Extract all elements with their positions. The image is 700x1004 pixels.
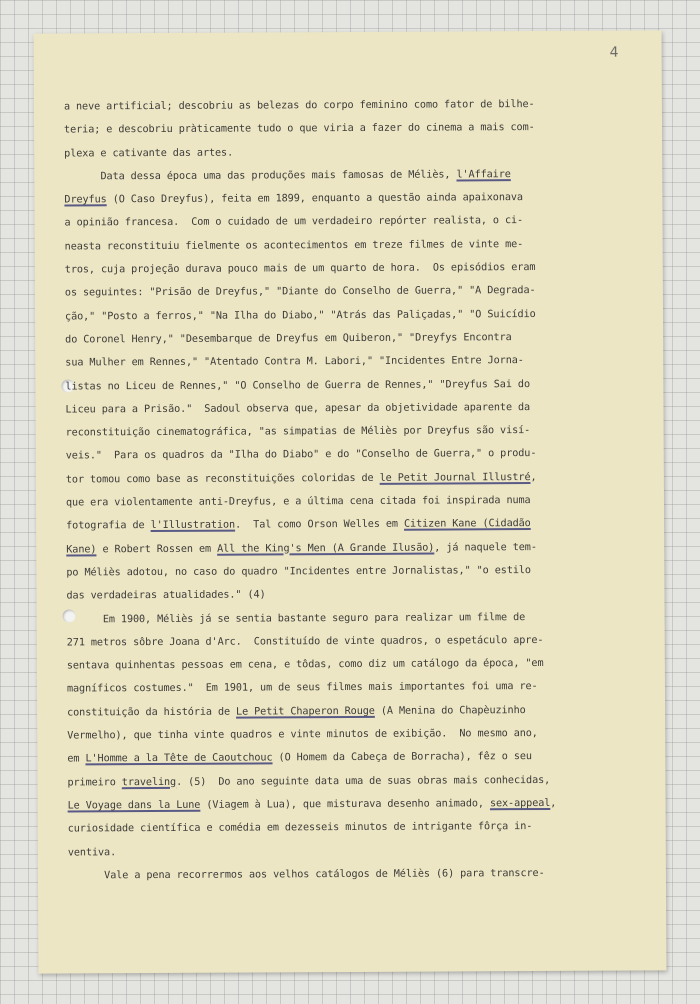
underlined-title: l'Affaire	[456, 169, 511, 181]
text-line	[65, 395, 649, 421]
text-segment: constituição da história de	[67, 706, 237, 719]
text-segment: que era violentamente anti-Dreyfus, e a última cena citada foi inspirada numa	[65, 495, 531, 509]
text-line	[65, 349, 649, 375]
text-line	[64, 92, 648, 118]
text-segment: (Viagem à Lua), que misturava desenho animado,	[200, 798, 490, 811]
underlined-title: traveling	[121, 776, 177, 788]
text-line	[67, 652, 651, 678]
text-segment: teria; e descobriu pràticamente tudo o que viria a fazer do cinema a mais com-	[64, 122, 535, 136]
text-line	[67, 721, 651, 747]
underlined-title: l'Illustration	[150, 519, 236, 532]
underlined-title: Le Petit Chaperon Rouge	[236, 705, 375, 718]
text-segment: (O Homem da Cabeça de Borracha), fêz o seu	[272, 751, 532, 764]
text-line	[65, 302, 649, 328]
text-line	[66, 582, 650, 608]
body-text	[64, 92, 652, 887]
text-segment: em	[67, 753, 86, 765]
text-line	[64, 162, 648, 188]
text-segment: ção," "Posto a ferros," "Na Ilha do Diabo," "Atrás das Paliçadas," "O Suicídio	[64, 308, 536, 323]
text-segment: a opinião francesa. Com o cuidado de um verdadeiro repórter realista, o ci-	[64, 215, 524, 229]
text-segment: , já naquele tem-	[434, 541, 537, 554]
text-line	[66, 488, 650, 514]
text-line	[65, 279, 649, 305]
text-line	[67, 675, 651, 701]
text-line	[68, 791, 652, 817]
text-segment: do Coronel Henry," "Desembarque de Dreyfus em Quiberon," "Dreyfys Encontra	[65, 332, 512, 346]
text-line	[67, 628, 651, 654]
text-segment: plexa e cativante das artes.	[64, 147, 234, 160]
text-segment: reconstituição cinematográfica, "as simpatias de Méliès por Dreyfus são visí-	[65, 425, 531, 439]
text-segment: fotografia de	[66, 520, 151, 532]
text-segment: a neve artificial; descobriu as belezas do corpo feminino como fator de bilhe-	[63, 99, 535, 113]
underlined-title: Dreyfus	[64, 194, 107, 206]
text-line	[67, 605, 651, 631]
text-segment: neasta reconstituiu fielmente os acontecimentos em treze filmes de vinte me-	[64, 238, 524, 253]
underlined-title: L'Homme a la Tête de Caoutchouc	[85, 752, 273, 765]
text-line	[67, 768, 651, 794]
text-line	[67, 698, 651, 724]
text-line	[64, 209, 648, 235]
underlined-title: Le Voyage dans la Lune	[67, 799, 201, 812]
text-segment: e Robert Rossen em	[96, 543, 218, 555]
text-line	[66, 512, 650, 538]
text-line	[68, 861, 652, 887]
text-line	[65, 232, 649, 258]
text-line	[66, 465, 650, 491]
text-segment: . (5) Do ano seguinte data uma de suas obras mais conhecidas,	[176, 774, 551, 788]
text-line	[64, 116, 648, 142]
text-line	[65, 256, 649, 282]
underlined-title: Citizen Kane (Cidadão	[403, 518, 531, 531]
text-line	[68, 838, 652, 864]
underlined-title: Kane)	[66, 543, 97, 556]
text-segment: tros, cuja projeção durava pouco mais de um quarto de hora. Os episódios eram	[64, 262, 536, 276]
text-segment: 271 metros sôbre Joana d'Arc. Constituído de vinte quadros, o espetáculo apre-	[66, 634, 544, 649]
text-line	[65, 372, 649, 398]
text-segment: Em 1900, Méliès já se sentia bastante seguro para realizar um filme de	[66, 611, 526, 626]
text-line	[66, 535, 650, 561]
text-segment: das verdadeiras atualidades." (4)	[66, 589, 266, 602]
text-segment: veis." Para os quadros da "Ilha do Diabo" e do "Conselho de Guerra," o produ-	[65, 448, 537, 462]
text-segment: (O Caso Dreyfus), feita em 1899, enquanto a questão ainda apaixonava	[106, 192, 523, 206]
text-segment: po Méliès adotou, no caso do quadro "Incidentes entre Jornalistas," "o estilo	[66, 564, 531, 579]
text-line	[66, 442, 650, 468]
text-line	[64, 139, 648, 165]
text-segment: sentava quinhentas pessoas em cena, e tôdas, como diz um catálogo da época, "em	[66, 658, 544, 672]
text-segment: . Tal como Orson Welles em	[235, 519, 405, 531]
text-line	[66, 558, 650, 584]
text-segment: ,	[550, 797, 557, 809]
text-segment: primeiro	[67, 776, 122, 789]
text-segment: tor tomou como base as reconstituições coloridas de	[65, 472, 380, 486]
text-segment: sua Mulher em Rennes," "Atentado Contra M. Labori," "Incidentes Entre Jorna-	[65, 355, 524, 369]
underlined-title: sex-appeal	[489, 797, 551, 810]
text-segment: magníficos costumes." Em 1901, um de seus filmes mais importantes foi uma re-	[66, 681, 538, 695]
text-segment: Vermelho), que tinha vinte quadros e vinte minutos de exibição. No mesmo ano,	[67, 728, 538, 742]
text-line	[67, 745, 651, 771]
text-segment: Data dessa época uma das produções mais famosas de Méliès,	[64, 169, 457, 183]
text-segment: Vale a pena recorrermos aos velhos catálogos de Méliès (6) para transcre-	[67, 867, 545, 882]
typewritten-page	[34, 30, 667, 973]
page-number: 4	[609, 44, 619, 61]
text-segment: ,	[530, 471, 537, 483]
text-line	[68, 815, 652, 841]
underlined-title: All the King's Men (A Grande Ilusão)	[217, 542, 435, 555]
underlined-title: le Petit Journal Illustré	[379, 471, 531, 484]
text-segment: ventiva.	[67, 846, 117, 858]
text-segment: (A Menina do Chapèuzinho	[374, 704, 526, 717]
text-segment: curiosidade científica e comédia em dezesseis minutos de intrigante fôrça in-	[67, 821, 533, 835]
text-line	[66, 419, 650, 445]
text-segment: Liceu para a Prisão." Sadoul observa que, apesar da objetividade aparente da	[65, 401, 531, 416]
text-segment: os seguintes: "Prisão de Dreyfus," "Diante do Conselho de Guerra," "A Degrada-	[64, 285, 536, 299]
text-segment: listas no Liceu de Rennes," "O Conselho de Guerra de Rennes," "Dreyfus Sai do	[65, 378, 530, 393]
text-line	[64, 186, 648, 212]
text-line	[65, 325, 649, 351]
